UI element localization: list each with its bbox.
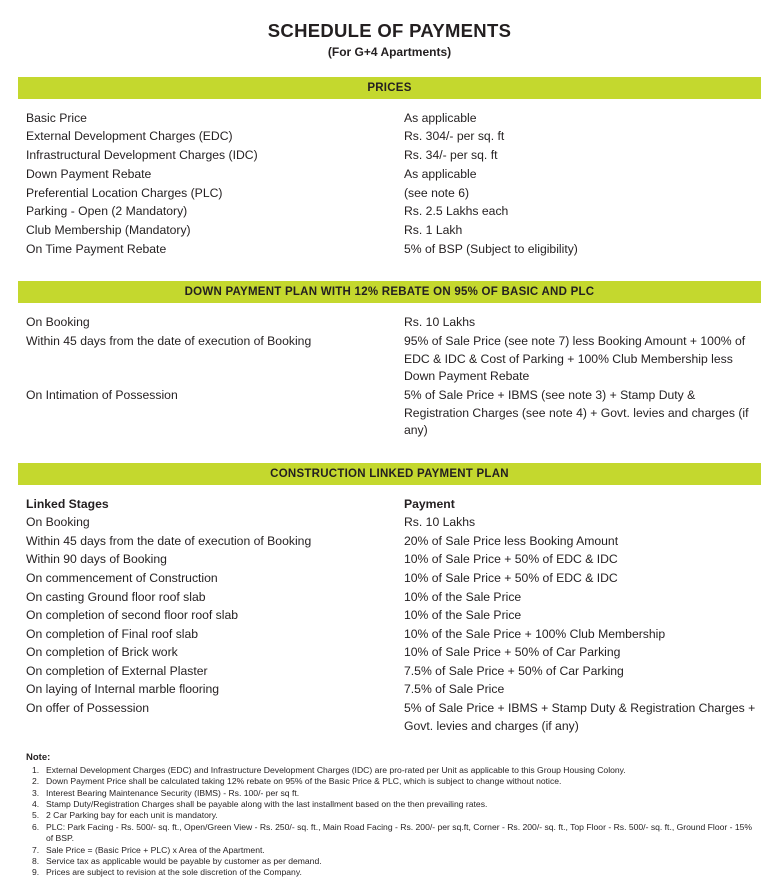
page-subtitle: (For G+4 Apartments) — [327, 45, 452, 59]
stage-label: On completion of Brick work — [26, 645, 178, 660]
table-row — [26, 514, 761, 533]
list-item — [26, 799, 761, 810]
price-value: (see note 6) — [404, 185, 470, 200]
stage-label: Within 45 days from the date of execution of Booking — [26, 533, 312, 548]
note-number: 1. — [32, 764, 40, 775]
table-row — [26, 607, 761, 626]
table-row — [26, 662, 761, 681]
payment-value: 20% of Sale Price less Booking Amount — [404, 533, 619, 548]
table-row — [26, 332, 761, 386]
stage-label: Within 90 days of Booking — [26, 552, 167, 567]
price-label: Infrastructural Development Charges (IDC) — [26, 148, 258, 163]
table-header-row — [26, 495, 761, 514]
note-text: External Development Charges (EDC) and Infrastructure Development Charges (IDC) are pro-rated per Unit as applicable to this Group Housing Colony. — [46, 764, 626, 775]
list-item — [26, 765, 761, 776]
note-number: 7. — [32, 844, 40, 855]
payment-value: 5% of Sale Price + IBMS + Stamp Duty & Registration Charges + Govt. levies and charges (if any) — [404, 701, 756, 733]
note-number: 4. — [32, 798, 40, 809]
table-row — [26, 203, 761, 222]
price-value: Rs. 1 Lakh — [404, 223, 463, 238]
price-label: Preferential Location Charges (PLC) — [26, 185, 223, 200]
table-row — [26, 644, 761, 663]
notes-section — [18, 752, 761, 879]
payment-value: 10% of Sale Price + 50% of EDC & IDC — [404, 552, 618, 567]
note-text: 2 Car Parking bay for each unit is mandatory. — [46, 810, 218, 821]
list-item — [26, 776, 761, 787]
note-text: PLC: Park Facing - Rs. 500/- sq. ft., Open/Green View - Rs. 250/- sq. ft., Main Road Facing - Rs. 200/- per sq.ft, Corner - Rs. 200/- sq. ft., Top Floor - Rs. 500/- sq. ft., Ground Floor - 15% of BSP. — [46, 821, 753, 844]
price-value: Rs. 2.5 Lakhs each — [404, 204, 509, 219]
note-text: Interest Bearing Maintenance Security (IBMS) - Rs. 100/- per sq ft. — [46, 787, 300, 798]
payment-value: 95% of Sale Price (see note 7) less Booking Amount + 100% of EDC & IDC & Cost of Parking + 100% Club Membership less Down Payment Rebate — [404, 333, 746, 384]
table-row — [26, 241, 761, 260]
payment-value: 5% of Sale Price + IBMS (see note 3) + Stamp Duty & Registration Charges (see note 4) + Govt. levies and charges (if any) — [404, 388, 749, 438]
table-row — [26, 551, 761, 570]
table-row — [26, 569, 761, 588]
stage-label: On laying of Internal marble flooring — [26, 682, 220, 697]
note-number: 9. — [32, 867, 40, 878]
price-label: On Time Payment Rebate — [26, 242, 167, 257]
note-text: Prices are subject to revision at the sole discretion of the Company. — [46, 867, 302, 878]
payment-value: 7.5% of Sale Price — [404, 682, 505, 697]
payment-value: 10% of Sale Price + 50% of EDC & IDC — [404, 570, 618, 585]
list-item — [26, 810, 761, 821]
note-number: 3. — [32, 787, 40, 798]
stage-label: Within 45 days from the date of execution of Booking — [26, 333, 312, 348]
table-row — [26, 681, 761, 700]
payment-value: 10% of the Sale Price — [404, 589, 522, 604]
note-text: Service tax as applicable would be payable by customer as per demand. — [46, 856, 322, 866]
note-text: Stamp Duty/Registration Charges shall be payable along with the last installment based on the then prevailing rates. — [46, 798, 488, 809]
list-item — [26, 867, 761, 878]
stage-label: On offer of Possession — [26, 701, 150, 716]
stage-label: On completion of Final roof slab — [26, 626, 199, 641]
column-header-linked-stages: Linked Stages — [26, 496, 109, 511]
table-row — [26, 128, 761, 147]
note-text: Sale Price = (Basic Price + PLC) x Area of the Apartment. — [46, 844, 265, 855]
table-row — [26, 165, 761, 184]
stage-label: On Booking — [26, 515, 90, 530]
price-value: As applicable — [404, 166, 477, 181]
price-label: Parking - Open (2 Mandatory) — [26, 204, 188, 219]
table-row — [26, 387, 761, 441]
price-label: Basic Price — [26, 110, 87, 125]
notes-title: Note: — [26, 751, 51, 763]
price-value: 5% of BSP (Subject to eligibility) — [404, 242, 578, 257]
payment-value: 10% of Sale Price + 50% of Car Parking — [404, 645, 621, 660]
table-row — [26, 588, 761, 607]
section-header-construction-linked-plan: CONSTRUCTION LINKED PAYMENT PLAN — [18, 463, 761, 485]
table-row — [26, 625, 761, 644]
stage-label: On Intimation of Possession — [26, 388, 178, 403]
note-number: 5. — [32, 810, 40, 821]
list-item — [26, 822, 761, 845]
list-item — [26, 788, 761, 799]
stage-label: On commencement of Construction — [26, 570, 218, 585]
table-row — [26, 700, 761, 736]
note-text: Down Payment Price shall be calculated taking 12% rebate on 95% of the Basic Price & PLC, which is subject to change without notice. — [46, 776, 562, 787]
stage-label: On completion of External Plaster — [26, 663, 208, 678]
section-header-prices: PRICES — [18, 77, 761, 99]
price-label: Club Membership (Mandatory) — [26, 223, 191, 238]
section-header-down-payment-plan: DOWN PAYMENT PLAN WITH 12% REBATE ON 95% OF BASIC AND PLC — [18, 281, 761, 303]
note-number: 8. — [32, 856, 40, 866]
payment-value: 10% of the Sale Price — [404, 608, 522, 623]
list-item — [26, 856, 761, 867]
column-header-payment: Payment — [404, 496, 455, 511]
payment-value: Rs. 10 Lakhs — [404, 314, 476, 329]
down-payment-plan-table — [18, 313, 761, 441]
table-row — [26, 184, 761, 203]
table-row — [26, 532, 761, 551]
stage-label: On Booking — [26, 314, 90, 329]
stage-label: On completion of second floor roof slab — [26, 608, 239, 623]
payment-value: Rs. 10 Lakhs — [404, 515, 476, 530]
table-row — [26, 222, 761, 241]
prices-table — [18, 109, 761, 259]
price-value: As applicable — [404, 110, 477, 125]
construction-linked-plan-table — [18, 495, 761, 736]
list-item — [26, 845, 761, 856]
note-number: 2. — [32, 776, 40, 787]
stage-label: On casting Ground floor roof slab — [26, 589, 206, 604]
price-value: Rs. 304/- per sq. ft — [404, 129, 505, 144]
table-row — [26, 313, 761, 332]
table-row — [26, 147, 761, 166]
note-number: 6. — [32, 821, 40, 832]
price-value: Rs. 34/- per sq. ft — [404, 148, 498, 163]
price-label: External Development Charges (EDC) — [26, 129, 233, 144]
table-row — [26, 109, 761, 128]
payment-value: 10% of the Sale Price + 100% Club Membership — [404, 626, 666, 641]
price-label: Down Payment Rebate — [26, 166, 152, 181]
payment-value: 7.5% of Sale Price + 50% of Car Parking — [404, 663, 624, 678]
page-title: SCHEDULE OF PAYMENTS — [267, 20, 512, 41]
